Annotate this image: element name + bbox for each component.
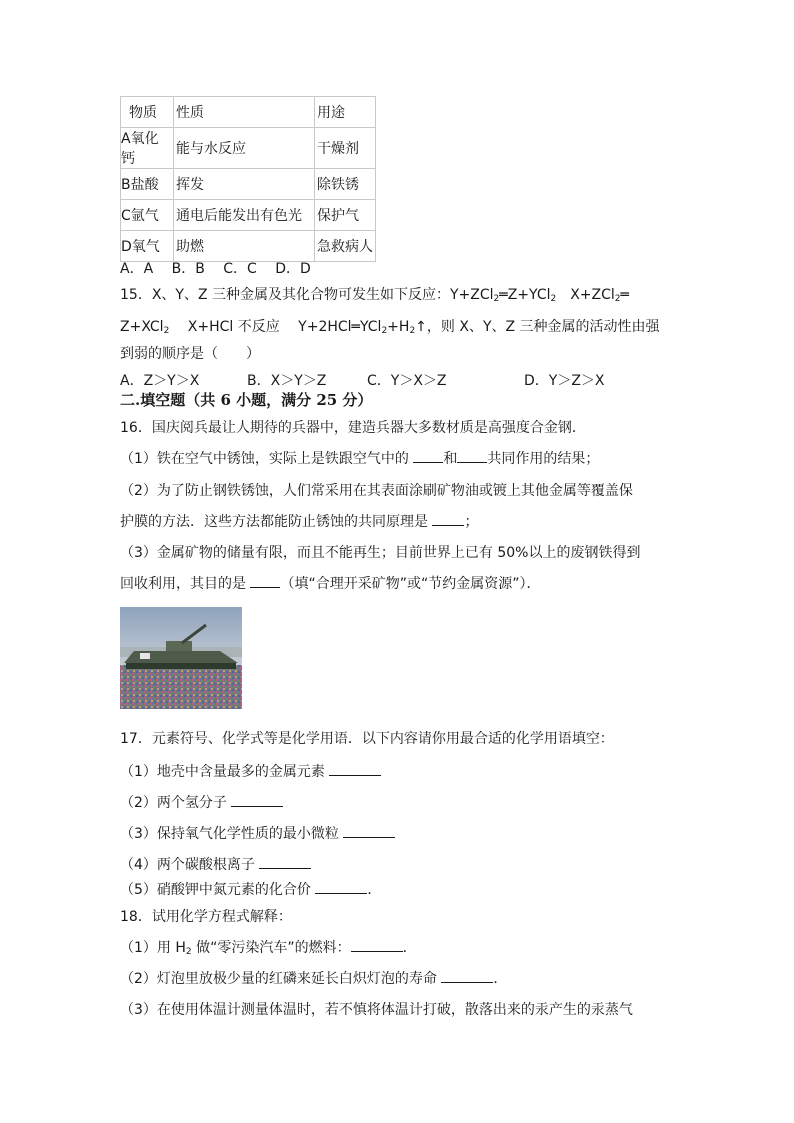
table-cell: D氧气 <box>121 231 174 262</box>
table-row <box>121 200 376 231</box>
q16-text: 护膜的方法．这些方法都能防止锈蚀的共同原理是 <box>120 514 433 530</box>
q18-text: （1）用 H <box>120 940 186 956</box>
answer-blank[interactable] <box>343 825 395 838</box>
properties-table <box>120 96 376 262</box>
q17-item-text: （5）硝酸钾中氮元素的化合价 <box>120 882 316 898</box>
section-heading: 二.填空题（共 6 小题，满分 25 分） <box>120 391 373 409</box>
q15-text: X+HCl 不反应 Y+2HCl═YCl <box>169 319 382 335</box>
q16-text: ； <box>464 514 479 530</box>
q18-part2 <box>120 968 507 988</box>
table-cell: 能与水反应 <box>174 128 315 169</box>
q17-stem: 17．元素符号、化学式等是化学用语．以下内容请你用最合适的化学用语填空： <box>120 731 614 747</box>
table-header-row <box>121 97 376 128</box>
answer-blank[interactable] <box>250 575 280 588</box>
q17-item <box>120 792 283 812</box>
answer-blank[interactable] <box>351 939 403 952</box>
q17-item-text: （1）地壳中含量最多的金属元素 <box>120 764 330 780</box>
answer-blank[interactable] <box>457 450 487 463</box>
answer-blank[interactable] <box>259 856 311 869</box>
q17-item-text: （4）两个碳酸根离子 <box>120 857 260 873</box>
table-cell: 干燥剂 <box>315 128 376 169</box>
q17-item-text: ． <box>367 882 382 898</box>
answer-blank[interactable] <box>432 513 464 526</box>
q14-options: A．A B．B C．C D．D <box>120 261 311 277</box>
q16-part1 <box>120 448 599 468</box>
q17-item <box>120 761 381 781</box>
q16-text: （填“合理开采矿物”或“节约金属资源”）． <box>280 576 541 592</box>
answer-blank[interactable] <box>315 881 367 894</box>
q18-text: （2）灯泡里放极少量的红磷来延长白炽灯泡的寿命 <box>120 971 442 987</box>
q17-item-text: （3）保持氧气化学性质的最小微粒 <box>120 826 344 842</box>
table-cell: 保护气 <box>315 200 376 231</box>
table-row <box>121 231 376 262</box>
q17-item <box>120 823 395 843</box>
q16-stem: 16．国庆阅兵最让人期待的兵器中，建造兵器大多数材质是高强度合金钢． <box>120 420 586 436</box>
table-cell: 助燃 <box>174 231 315 262</box>
subscript: 2 <box>550 294 557 304</box>
subscript: 2 <box>409 326 416 336</box>
q15-text: +H <box>387 319 410 335</box>
table-cell: C氩气 <box>121 200 174 231</box>
table-cell: 除铁锈 <box>315 169 376 200</box>
q17-item-text: （2）两个氢分子 <box>120 795 232 811</box>
table-header-cell: 用途 <box>315 97 376 128</box>
q15-text: 15．X、Y、Z 三种金属及其化合物可发生如下反应：Y+ZCl <box>120 287 494 303</box>
q16-part2-line1: （2）为了防止钢铁锈蚀，人们常采用在其表面涂刷矿物油或镀上其他金属等覆盖保 <box>120 483 633 499</box>
q15-line1 <box>120 284 629 304</box>
table-cell: 挥发 <box>174 169 315 200</box>
table-cell: 急救病人 <box>315 231 376 262</box>
tank-illustration <box>120 607 242 709</box>
subscript: 2 <box>381 326 388 336</box>
table-row <box>121 128 376 169</box>
q18-text: ． <box>493 971 508 987</box>
subscript: 2 <box>493 294 500 304</box>
q16-text: 共同作用的结果； <box>487 451 600 467</box>
q17-item <box>120 879 381 899</box>
answer-blank[interactable] <box>441 970 493 983</box>
table-cell: B盐酸 <box>121 169 174 200</box>
q16-text: （1）铁在空气中锈蚀，实际上是铁跟空气中的 <box>120 451 414 467</box>
q15-text: ↑，则 X、Y、Z 三种金属的活动性由强 <box>415 319 660 335</box>
q18-stem: 18．试用化学方程式解释： <box>120 909 292 925</box>
q18-text: ． <box>402 940 417 956</box>
table-header-cell: 物质 <box>121 97 174 128</box>
table-row <box>121 169 376 200</box>
table-cell: 通电后能发出有色光 <box>174 200 315 231</box>
table-cell: A氧化钙 <box>121 128 174 169</box>
q16-text: 和 <box>443 451 458 467</box>
q15-text: Z+XCl <box>120 319 164 335</box>
q18-text: 做“零污染汽车”的燃料： <box>191 940 351 956</box>
q15-text: ═ <box>620 287 629 303</box>
subscript: 2 <box>185 947 192 957</box>
q16-text: 回收利用，其目的是 <box>120 576 251 592</box>
q15-option-a: A．Z＞Y＞X <box>120 373 200 389</box>
subscript: 2 <box>614 294 621 304</box>
q15-option-d: D．Y＞Z＞X <box>524 373 605 389</box>
q16-part3-line1: （3）金属矿物的储量有限，而且不能再生；目前世界上已有 50%以上的废钢铁得到 <box>120 545 641 561</box>
answer-blank[interactable] <box>231 794 283 807</box>
q18-part1 <box>120 937 417 957</box>
q15-text: ═Z+YCl <box>499 287 551 303</box>
q16-part2-line2 <box>120 511 478 531</box>
answer-blank[interactable] <box>413 450 443 463</box>
tank-photo <box>120 607 242 709</box>
q15-line2 <box>120 316 660 336</box>
q15-line3: 到弱的顺序是（ ） <box>120 346 260 362</box>
q16-part3-line2 <box>120 573 540 593</box>
q18-part3: （3）在使用体温计测量体温时，若不慎将体温计打破，散落出来的汞产生的汞蒸气 <box>120 1002 633 1018</box>
q15-option-c: C．Y＞X＞Z <box>367 373 447 389</box>
table-header-cell: 性质 <box>174 97 315 128</box>
q15-option-b: B．X＞Y＞Z <box>247 373 327 389</box>
answer-blank[interactable] <box>329 763 381 776</box>
subscript: 2 <box>163 326 170 336</box>
q17-item <box>120 854 311 874</box>
q15-text: X+ZCl <box>556 287 615 303</box>
